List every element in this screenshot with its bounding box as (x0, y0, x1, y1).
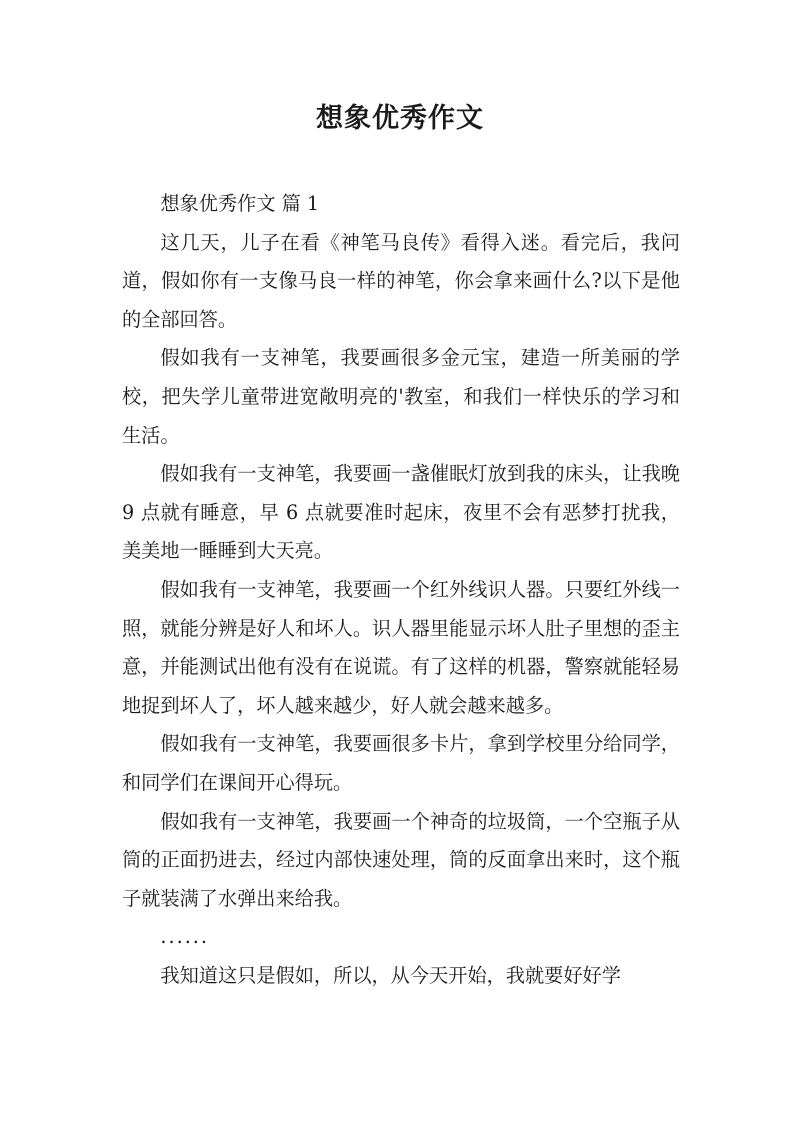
ellipsis-line: ...... (160, 925, 209, 949)
paragraph-3: 假如我有一支神笔，我要画一盏催眠灯放到我的床头，让我晚 9 点就有睡意，早 6 点就要准时起床，夜里不会有恶梦打扰我，美美地一睡睡到大天亮。 (122, 462, 680, 563)
closing-paragraph: 我知道这只是假如，所以，从今天开始，我就要好好学 (160, 963, 621, 987)
paragraph-2: 假如我有一支神笔，我要画很多金元宝，建造一所美丽的学校，把失学儿童带进宽敞明亮的'教室，和我们一样快乐的学习和生活。 (122, 346, 680, 447)
section-heading: 想象优秀作文 篇 1 (160, 192, 320, 215)
paragraph-6: 假如我有一支神笔，我要画一个神奇的垃圾筒，一个空瓶子从筒的正面扔进去，经过内部快速处理，筒的反面拿出来时，这个瓶子就装满了水弹出来给我。 (122, 809, 680, 910)
document-body (122, 185, 680, 995)
document-title: 想象优秀作文 (316, 103, 484, 134)
paragraph-5: 假如我有一支神笔，我要画很多卡片，拿到学校里分给同学，和同学们在课间开心得玩。 (122, 732, 680, 794)
paragraph-1: 这几天，儿子在看《神笔马良传》看得入迷。看完后，我问道，假如你有一支像马良一样的神笔，你会拿来画什么?以下是他的全部回答。 (122, 230, 680, 331)
paragraph-4: 假如我有一支神笔，我要画一个红外线识人器。只要红外线一照，就能分辨是好人和坏人。识人器里能显示坏人肚子里想的歪主意，并能测试出他有没有在说谎。有了这样的机器，警察就能轻易地捉到坏人了，坏人越来越少，好人就会越来越多。 (122, 577, 680, 717)
